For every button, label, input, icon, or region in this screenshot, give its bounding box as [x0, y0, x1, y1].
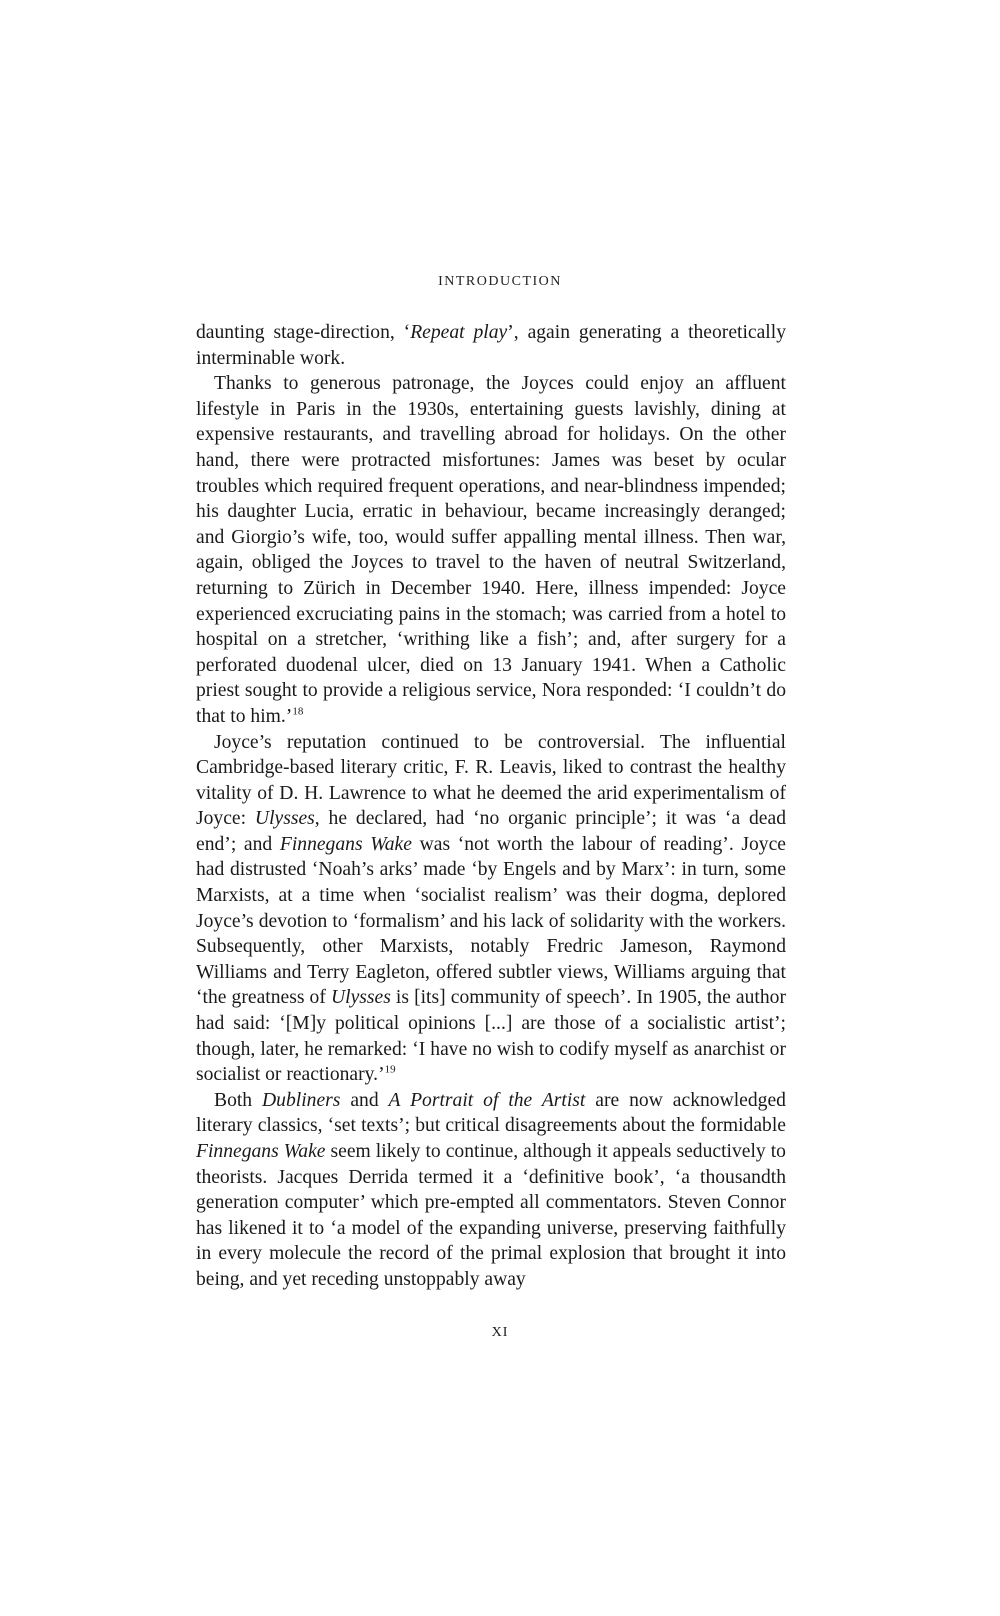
footnote-ref: 19	[384, 1063, 396, 1076]
italic-title: Finnegans Wake	[279, 833, 412, 855]
text-run: daunting stage-direction, ‘	[196, 322, 411, 343]
text-run: ’, again generating a theoretically interminable work.	[196, 322, 786, 369]
paragraph	[196, 730, 786, 1088]
text-run: Both	[214, 1089, 263, 1111]
text-run: Joyce’s reputation continued to be controversial. The influential Cambridge-based literary critic, F. R. Leavis, liked to contrast the healthy vitality of D. H. Lawrence to what he deemed the arid experimentalism of Joyce:	[196, 731, 786, 830]
italic-title: A Portrait of the Artist	[388, 1089, 586, 1111]
text-run: was ‘not worth the labour of reading’. Joyce had distrusted ‘Noah’s arks’ made ‘by Engels and by Marx’: in turn, some Marxists, at a time when ‘socialist realism’ was their dogma, deplored Joyce’s devotion to ‘formalism’ and his lack of solidarity with the workers. Subsequently, other Marxists, notably Fredric Jameson, Raymond Williams and Terry Eagleton, offered subtler views, Williams arguing that ‘the greatness of	[196, 833, 786, 1009]
paragraph	[196, 320, 786, 371]
running-head: INTRODUCTION	[438, 274, 562, 289]
page-number: XI	[491, 1325, 509, 1340]
text-run: seem likely to continue, although it appeals seductively to theorists. Jacques Derrida termed it a ‘definitive book’, ‘a thousandth generation computer’ which pre-empted all commentators. Steven Connor has likened it to ‘a model of the expanding universe, preserving faithfully in every molecule the record of the primal explosion that brought it into being, and yet receding unstoppably away	[196, 1141, 786, 1290]
italic-title: Dubliners	[262, 1089, 341, 1111]
paragraph	[196, 371, 786, 729]
text-run: are now acknowledged literary classics, ‘set texts’; but critical disagreements about the formidable	[196, 1089, 786, 1137]
italic-title: Repeat play	[410, 322, 508, 343]
italic-title: Finnegans Wake	[196, 1141, 326, 1162]
footnote-ref: 18	[292, 705, 304, 718]
paragraph	[196, 1088, 786, 1293]
text-run: , he declared, had ‘no organic principle’; it was ‘a dead end’; and	[196, 808, 786, 855]
text-run: Thanks to generous patronage, the Joyces could enjoy an affluent lifestyle in Paris in the 1930s, entertaining guests lavishly, dining at expensive restaurants, and travelling abroad for holidays. On the other hand, there were protracted misfortunes: James was beset by ocular troubles which required frequent operations, and near-blindness impended; his daughter Lucia, erratic in behaviour, became increasingly deranged; and Giorgio’s wife, too, would suffer appalling mental illness. Then war, again, obliged the Joyces to travel to the haven of neutral Switzerland, returning to Zürich in December 1940. Here, illness impended: Joyce experienced excruciating pains in the stomach; was carried from a hotel to hospital on a stretcher, ‘writhing like a fish’; and, after surgery for a perforated duodenal ulcer, died on 13 January 1941. When a Catholic priest sought to provide a religious service, Nora responded: ‘I couldn’t do that to him.’	[196, 373, 786, 727]
text-run: and	[340, 1089, 389, 1111]
italic-title: Ulysses	[330, 987, 391, 1009]
text-run: is [its] community of speech’. In 1905, the author had said: ‘[M]y political opinions [...] are those of a socialistic artist’; though, later, he remarked: ‘I have no wish to codify myself as anarchist or socialist or reactionary.’	[196, 987, 786, 1086]
body-text	[196, 320, 786, 1293]
italic-title: Ulysses	[254, 808, 315, 830]
